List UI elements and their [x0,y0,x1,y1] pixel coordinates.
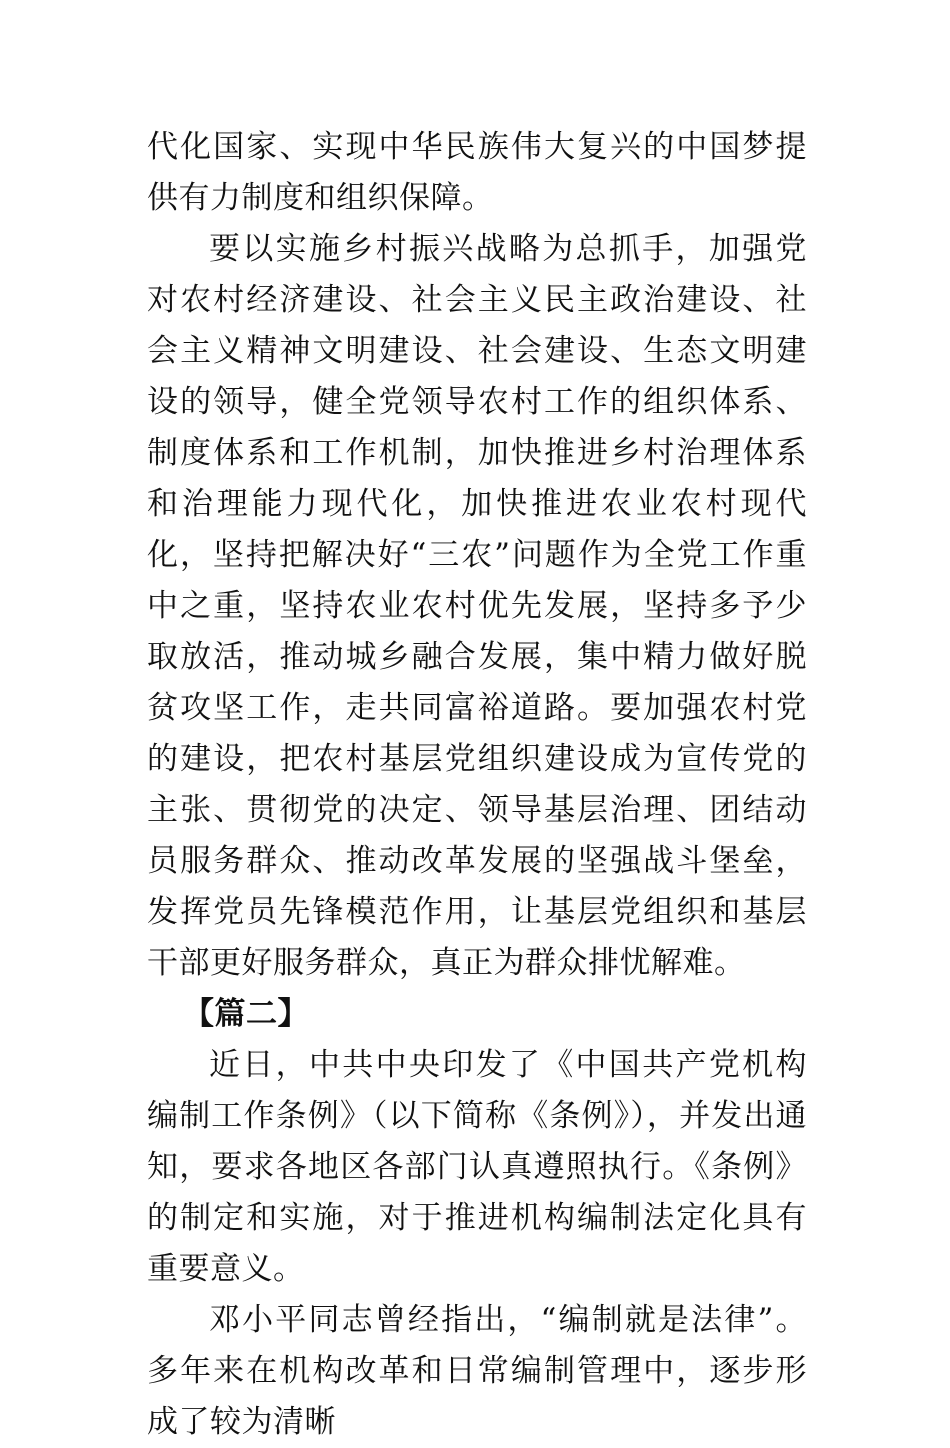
paragraph-rural-revitalization: 要以实施乡村振兴战略为总抓手，加强党对农村经济建设、社会主义民主政治建设、社会主义精神文明建设、社会建设、生态文明建设的领导，健全党领导农村工作的组织体系、制度体系和工作机制，加快推进乡村治理体系和治理能力现代化，加快推进农业农村现代化，坚持把解决好“三农”问题作为全党工作重中之重，坚持农业农村优先发展，坚持多予少取放活，推动城乡融合发展，集中精力做好脱贫攻坚工作，走共同富裕道路。要加强农村党的建设，把农村基层党组织建设成为宣传党的主张、贯彻党的决定、领导基层治理、团结动员服务群众、推动改革发展的坚强战斗堡垒，发挥党员先锋模范作用，让基层党组织和基层干部更好服务群众，真正为群众排忧解难。 [147,231,807,981]
paragraph-continuation: 代化国家、实现中华民族伟大复兴的中国梦提供有力制度和组织保障。 [147,129,807,216]
paragraph-regulation-issued: 近日，中共中央印发了《中国共产党机构编制工作条例》（以下简称《条例》），并发出通知，要求各地区各部门认真遵照执行。《条例》的制定和实施，对于推进机构编制法定化具有重要意义。 [147,1047,807,1287]
paragraph-deng-xiaoping-quote: 邓小平同志曾经指出，“编制就是法律”。多年来在机构改革和日常编制管理中，逐步形成了较为清晰 [147,1302,807,1440]
section-heading: 【篇二】 [183,996,309,1032]
document-body [147,122,807,1448]
